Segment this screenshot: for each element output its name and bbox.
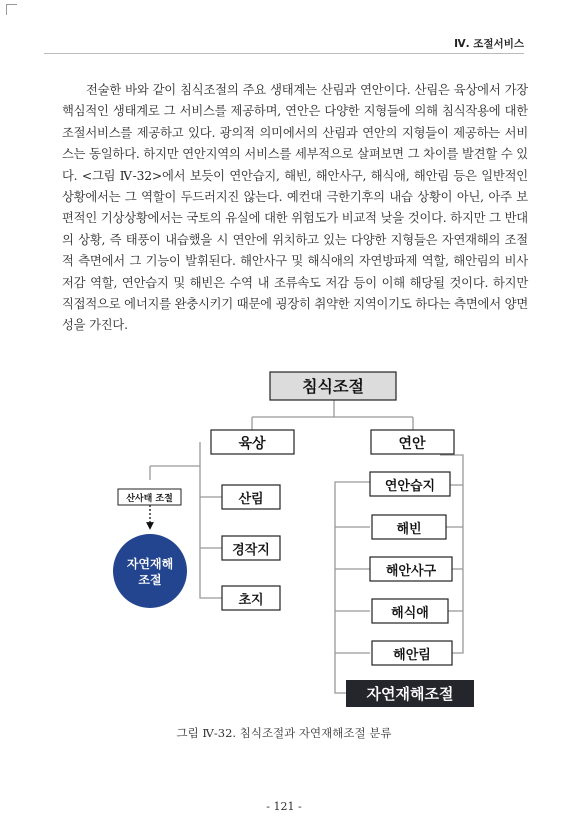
coast-item-beach: 해빈 <box>396 522 422 537</box>
coast-item-cliff: 해식애 <box>391 606 429 621</box>
circle-label-line1: 자연재해 <box>126 557 174 571</box>
landslide-label: 산사태 조절 <box>126 494 173 504</box>
land-item-forest: 산림 <box>238 492 264 507</box>
circle-label-line2: 조절 <box>138 573 162 587</box>
coast-label: 연안 <box>398 436 426 452</box>
page-corner-mark <box>6 4 17 15</box>
page-number: - 121 - <box>266 800 302 813</box>
figure-caption: 그림 Ⅳ-32. 침식조절과 자연재해조절 분류 <box>176 726 392 740</box>
coast-item-coastal-forest: 해안림 <box>393 648 431 663</box>
running-header: Ⅳ. 조절서비스 <box>454 38 524 50</box>
land-item-grassland: 초지 <box>238 593 264 608</box>
header-rule <box>44 53 524 54</box>
natural-disaster-circle <box>113 534 187 608</box>
coast-item-dune: 해안사구 <box>385 564 437 579</box>
coast-item-wetland: 연안습지 <box>384 479 436 494</box>
erosion-control-diagram <box>0 360 568 720</box>
body-paragraph: 전술한 바와 같이 침식조절의 주요 생태계는 산림과 연안이다. 산림은 육상에서 가장 핵심적인 생태계로 그 서비스를 제공하며, 연안은 다양한 지형들에 의해 침식작용에 대한 조절서비스를 제공하고 있다. 광의적 의미에서의 산림과 연안의 지형들이 제공하는 서비스는 동일하다. 하지만 연안지역의 서비스를 세부적으로 살펴보면 그 차이를 발견할 수 있다. <그림 Ⅳ-32>에서 보듯이 연안습지, 해빈, 해안사구, 해식애, 해안림 등은 일반적인 상황에서는 그 역할이 두드러지진 않는다. 예컨대 극한기후의 내습 상황이 아닌, 아주 보편적인 기상상황에서는 국토의 유실에 대한 위험도가 비교적 낮을 것이다. 하지만 그 반대의 상황, 즉 태풍이 내습했을 시 연안에 위치하고 있는 다양한 지형들은 자연재해의 조절적 측면에서 그 기능이 발휘된다. 해안사구 및 해식애의 자연방파제 역할, 해안림의 비사 저감 역할, 연안습지 및 해빈은 수역 내 조류속도 저감 등이 이해 해당될 것이다. 하지만 직접적으로 에너지를 완충시키기 때문에 굉장히 취약한 지역이기도 하다는 측면에서 양면성을 가진다. <box>62 83 528 333</box>
natural-disaster-control-label: 자연재해조절 <box>366 685 454 703</box>
root-label: 침식조절 <box>302 377 364 396</box>
land-label: 육상 <box>238 436 266 452</box>
land-item-farmland: 경작지 <box>232 543 270 558</box>
